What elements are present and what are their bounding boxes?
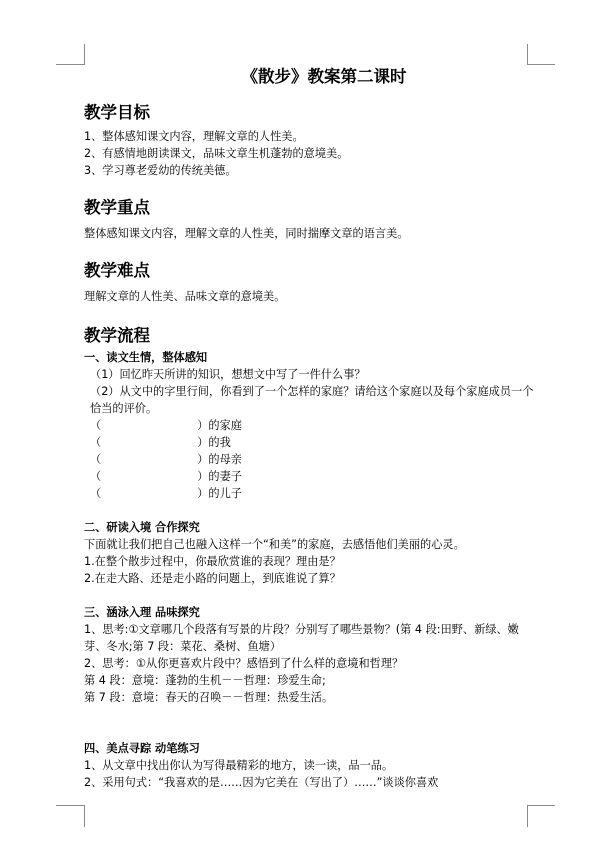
evaluation-blanks [84,417,534,502]
blank-open: （ [90,470,102,483]
document-title: 《散步》教案第二课时 [241,67,407,86]
part3-question-1: 1、思考:①文章哪几个段落有写景的片段？分别写了哪些景物？(第 4 段:田野、新绿、嫩芽、冬水;第 7 段：菜花、桑树、鱼塘） [84,623,519,653]
blank-line [84,434,534,451]
blank-label: ）的我 [197,436,231,449]
blank-label: ）的儿子 [197,487,242,500]
key-points-text: 整体感知课文内容，理解文章的人性美，同时揣摩文章的语言美。 [84,227,409,240]
section-heading-key-points: 教学重点 [84,198,150,217]
section-heading-objectives: 教学目标 [84,103,150,122]
part3-answer-2: 第 7 段：意境：春天的召唤－－哲理：热爱生活。 [84,691,334,704]
part3-heading: 三、涵泳入理 品味探究 [84,606,200,619]
section-heading-process: 教学流程 [84,326,150,345]
blank-label: ）的母亲 [197,453,242,466]
blank-open: （ [90,436,102,449]
blank-open: （ [90,419,102,432]
blank-line [84,468,534,485]
blank-open: （ [90,453,102,466]
blank-label: ）的妻子 [197,470,242,483]
blank-line [84,451,534,468]
difficulties-text: 理解文章的人性美、品味文章的意境美。 [84,290,286,303]
part2-heading: 二、研读入境 合作探究 [84,521,200,534]
part2-question-2: 2.在走大路、还是走小路的问题上，到底谁说了算？ [84,572,341,585]
part4-heading: 四、美点寻踪 动笔练习 [84,742,200,755]
part3-answer-1: 第 4 段：意境：蓬勃的生机－－哲理：珍爱生命; [84,674,326,687]
blank-open: （ [90,487,102,500]
blank-line [84,417,534,434]
objective-item: 3、学习尊老爱幼的传统美德。 [84,164,237,177]
blank-label: ）的家庭 [197,419,242,432]
part2-intro: 下面就让我们把自己也融入这样一个“和美”的家庭，去感悟他们美丽的心灵。 [84,538,465,551]
part3-question-2: 2、思考：①从你更喜欢片段中？感悟到了什么样的意境和哲理？ [84,657,404,670]
part1-question-2: （2）从文中的字里行间，你看到了一个怎样的家庭？请给这个家庭以及每个家庭成员一个恰当的评价。 [90,385,534,415]
objective-item: 1、整体感知课文内容，理解文章的人性美。 [84,130,304,143]
document-body [84,66,534,791]
part4-question-2: 2、采用句式：“我喜欢的是……因为它美在（写出了）……”谈谈你喜欢 [84,776,439,789]
part1-question-1: （1）回忆昨天所讲的知识，想想文中写了一件什么事？ [90,368,366,381]
part1-heading: 一、读文生情，整体感知 [84,351,208,364]
part2-question-1: 1.在整个散步过程中，你最欣赏谁的表现？理由是？ [84,555,341,568]
blank-line [84,485,534,502]
section-heading-difficulties: 教学难点 [84,261,150,280]
part4-question-1: 1、从文章中找出你认为写得最精彩的地方，读一读，品一品。 [84,759,394,772]
objective-item: 2、有感情地朗读课文，品味文章生机蓬勃的意境美。 [84,147,349,160]
